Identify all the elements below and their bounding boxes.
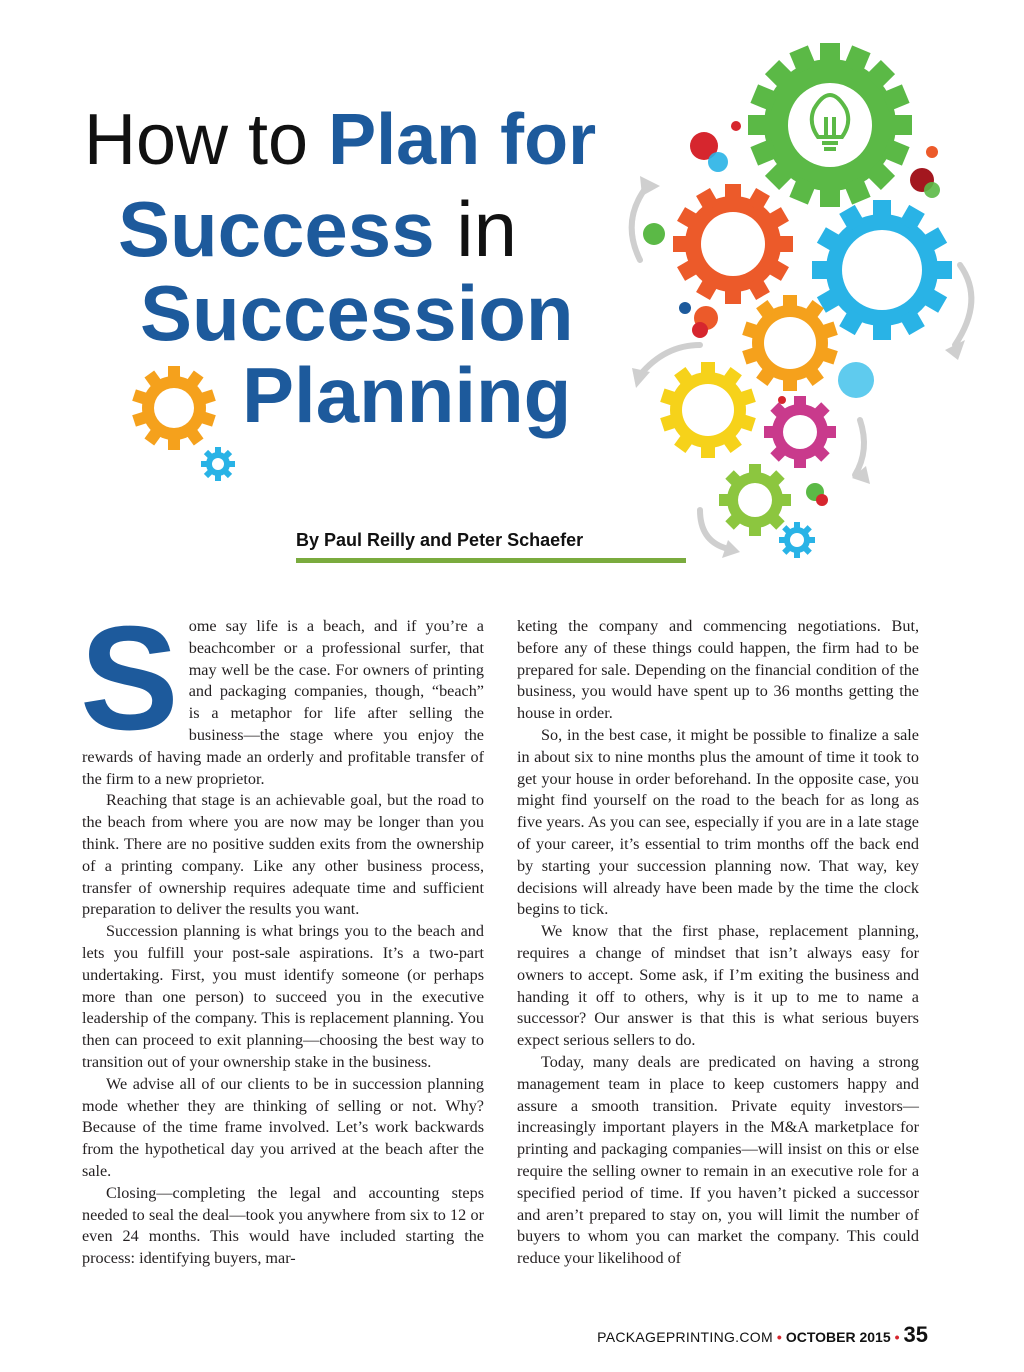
paragraph: So, in the best case, it might be possible to finalize a sale in about six to nine months plus the amount of time it took to get your house in order beforehand. In the opposite case, you might find yourself on the road to the beach for as long as five years. As you can see, especially if you are in a late stage of your career, it’s essential to trim months off the back end by starting your succession planning now. That way, key decisions will already have been made by the time the clock begins to tick. [517, 725, 919, 919]
gear-icon [742, 295, 838, 391]
gear-icon [660, 362, 756, 458]
gear-icon [779, 522, 815, 558]
title-area [0, 0, 1024, 600]
page-footer [597, 1322, 928, 1348]
article-column-2 [517, 616, 919, 1270]
paragraph: We advise all of our clients to be in succession planning mode whether they are thinking of selling or not. Why? Because of the time frame involved. Let’s work backwards from the hypothetical day you arrived at the beach after the sale. [82, 1074, 484, 1180]
bullet-separator: • [894, 1329, 900, 1345]
gear-icon [812, 200, 952, 340]
gear-icon [719, 464, 791, 536]
gear-icon [132, 366, 216, 450]
title-part: Plan for [328, 100, 597, 180]
byline: By Paul Reilly and Peter Schaefer [296, 530, 584, 550]
title-line-4 [242, 351, 572, 439]
title-part: Succession [140, 269, 574, 357]
gear-icon [764, 396, 836, 468]
title-part: Planning [242, 351, 572, 439]
title-line-3 [140, 269, 574, 357]
paragraph: Closing—completing the legal and accounting steps needed to seal the deal—took you anywhere from six to 12 or even 24 months. This would have included starting the process: identifying buyers, mar- [82, 1183, 484, 1268]
paragraph: Today, many deals are predicated on having a strong management team in place to keep customers happy and assure a smooth transition. Private equity investors—increasingly important players in the M&A marketplace for printing and packaging companies—will insist on this or else require the selling owner to remain in an executive role for a specified period of time. If you haven’t picked a successor and aren’t prepared to stay on, you will limit the number of buyers to whom you can market the company. This could reduce your likelihood of [517, 1052, 919, 1268]
paragraph: Reaching that stage is an achievable goal, but the road to the beach from where you are now may be longer than you think. There are no positive sudden exits from the ownership of a printing company. Like any other business process, transfer of ownership requires adequate time and sufficient preparation to deliver the results you want. [82, 791, 484, 919]
title-part: in [434, 185, 517, 273]
byline-rule [296, 558, 686, 563]
gear-icon [673, 184, 793, 304]
page-number: 35 [903, 1322, 928, 1347]
gear-icon [748, 43, 912, 207]
paragraph: We know that the first phase, replacement planning, requires a change of mindset that isn’t always easy for owners to accept. Some ask, if I’m exiting the business and handing it off to others, why is it up to me to name a successor? Our answer is that this is what serious buyers expect serious sellers to do. [517, 922, 919, 1050]
title-line-2 [118, 185, 517, 273]
magazine-name: PACKAGEPRINTING.COM [597, 1329, 773, 1345]
paragraph-text: ome say life is a beach, and if you’re a beachcomber or a professional surfer, that may well be the case. For owners of printing and packaging companies, though, “beach” is a metaphor for life after selling the business—the stage where you enjoy the rewards of having made an orderly and profitable transfer of the firm to a new proprietor. [82, 617, 484, 788]
paragraph: keting the company and commencing negotiations. But, before any of these things could happen, the firm had to be prepared for sale. Depending on the financial condition of the business, you would have spent up to 36 months getting the house in order. [517, 617, 919, 723]
issue-date: OCTOBER 2015 [785, 1329, 891, 1345]
paragraph: Succession planning is what brings you to the beach and lets you fulfill your post-sale aspirations. It’s a two-part undertaking. First, you must identify someone (or perhaps more than one person) to succeed you in the executive leadership of the company. This is replacement planning. You then can proceed to exit planning—choosing the best way to transition out of your ownership stake in the business. [82, 922, 484, 1071]
bullet-separator: • [776, 1329, 782, 1345]
title-part: Success [118, 185, 435, 273]
title-part: How to [84, 100, 329, 180]
title-line-1 [84, 100, 597, 180]
paragraph [80, 596, 484, 790]
dropcap: S [80, 596, 179, 761]
article-column-1 [80, 596, 484, 1270]
gear-icon [201, 447, 235, 481]
